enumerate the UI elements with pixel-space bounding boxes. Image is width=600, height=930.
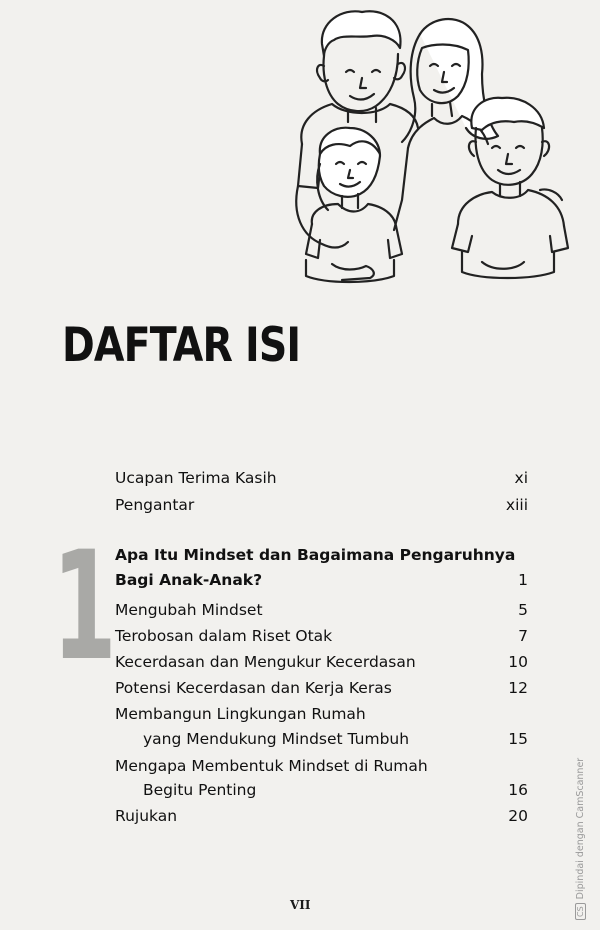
toc-entry-page: 15 (508, 730, 528, 748)
toc-entry-page: 10 (508, 653, 528, 671)
toc-entry-title: Potensi Kecerdasan dan Kerja Keras (115, 679, 392, 697)
toc-entry-page: 5 (518, 601, 528, 619)
toc-entry-title: Pengantar (115, 496, 195, 514)
toc-entry-title: Mengubah Mindset (115, 601, 263, 619)
toc-entry-title-continued: Begitu Penting (143, 781, 257, 799)
toc-entry-page: 16 (508, 781, 528, 799)
camscanner-icon: CS (575, 903, 586, 920)
scanner-watermark (575, 758, 586, 920)
family-illustration (262, 4, 574, 294)
toc-entry-title: Mengapa Membentuk Mindset di Rumah (115, 757, 428, 775)
toc-entry-page: 20 (508, 807, 528, 825)
scanner-watermark-text: Dipindai dengan CamScanner (575, 757, 586, 900)
girl-figure (306, 128, 402, 282)
toc-entry-page: xi (514, 469, 528, 487)
chapter-title: Apa Itu Mindset dan Bagaimana Pengaruhnya (115, 546, 516, 564)
page-title: DAFTAR ISI (62, 318, 301, 373)
toc-entry-title: Membangun Lingkungan Rumah (115, 705, 366, 723)
toc-entry-title: Ucapan Terima Kasih (115, 469, 277, 487)
toc-entry-title: Terobosan dalam Riset Otak (115, 627, 333, 645)
toc-entry-page: 7 (518, 627, 528, 645)
chapter-number: 1 (52, 520, 117, 694)
toc-entry-title: Kecerdasan dan Mengukur Kecerdasan (115, 653, 416, 671)
toc-entry-title-continued: yang Mendukung Mindset Tumbuh (143, 730, 410, 748)
toc-entry-page: xiii (505, 496, 528, 514)
chapter-title-page: 1 (518, 571, 528, 589)
toc-entry-title: Rujukan (115, 807, 178, 825)
toc-entry-page: 12 (508, 679, 528, 697)
chapter-title-continued: Bagi Anak-Anak? (115, 571, 263, 589)
page-number: VII (290, 898, 311, 912)
